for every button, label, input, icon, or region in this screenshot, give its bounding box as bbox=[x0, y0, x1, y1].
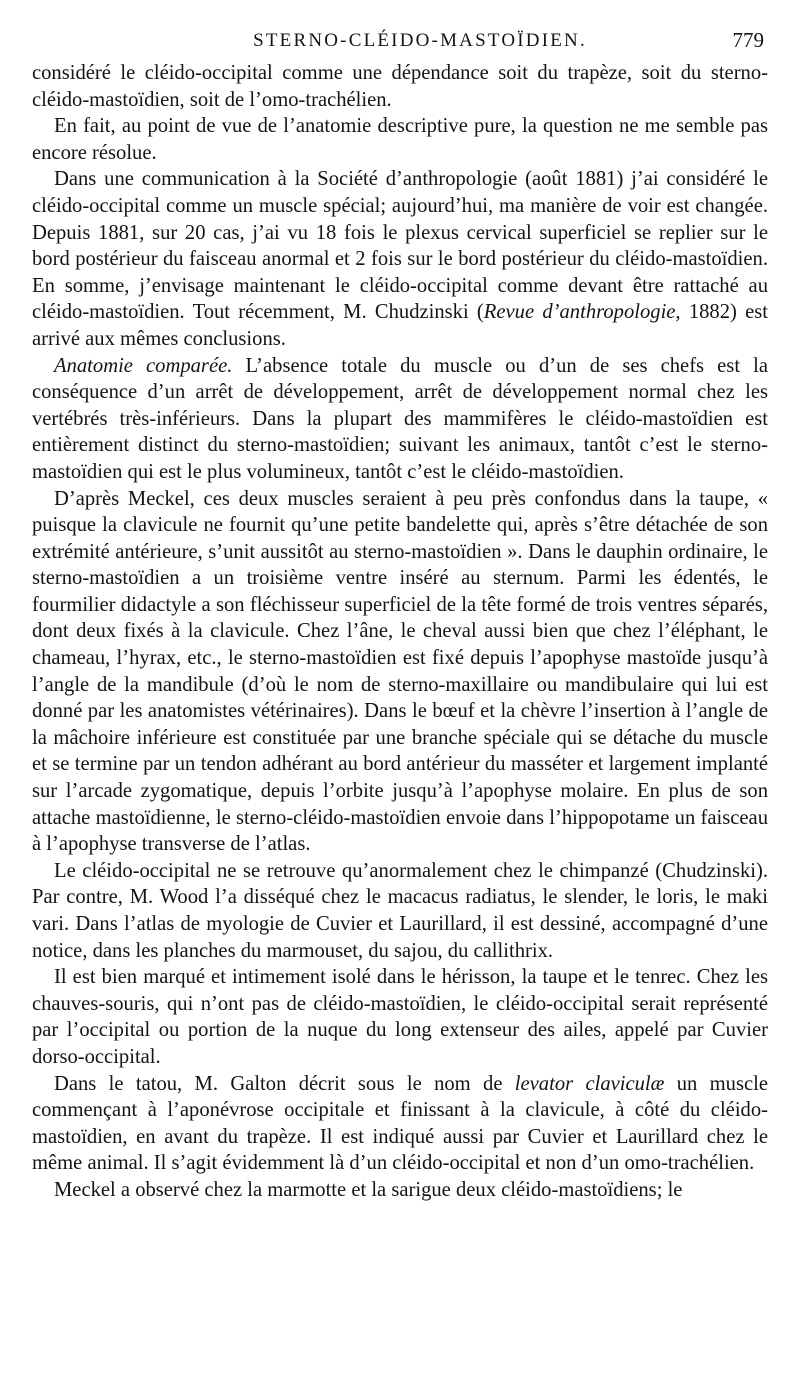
text-run: Il est bien marqué et intimement isolé dans le hérisson, la taupe et le tenrec. Chez les chauves-souris, qui n’ont pas de cléido-mastoïdien, le cléido-occipital serait représenté par l’occipital ou portion de la nuque du long extenseur des ailes, appelé par Cuvier dorso-occipital. bbox=[32, 966, 768, 1068]
paragraph bbox=[32, 166, 768, 352]
body-text bbox=[32, 60, 768, 1204]
text-run: Dans le tatou, M. Galton décrit sous le nom de bbox=[54, 1072, 515, 1095]
text-run: En fait, au point de vue de l’anatomie descriptive pure, la question ne me semble pas encore résolue. bbox=[32, 115, 768, 164]
text-run: Meckel a observé chez la marmotte et la sarigue deux cléido-mastoïdiens; le bbox=[54, 1178, 683, 1201]
text-run: L’absence totale du muscle ou d’un de ses chefs est la conséquence d’un arrêt de développement, arrêt de développement normal chez les vertébrés très-inférieurs. Dans la plupart des mammifères le cléido-mastoïdien est entièrement distinct du sterno-mastoïdien; suivant les animaux, tantôt c’est le sterno-mastoïdien qui est le plus volumineux, tantôt c’est le cléido-mastoïdien. bbox=[32, 354, 768, 483]
running-head bbox=[32, 26, 768, 56]
page bbox=[32, 26, 768, 1204]
text-run: 1882) est arrivé aux mêmes conclusions. bbox=[32, 301, 768, 350]
italic-text: Anatomie comparée. bbox=[54, 354, 233, 377]
paragraph bbox=[32, 964, 768, 1070]
paragraph bbox=[32, 1177, 768, 1204]
text-run: considéré le cléido-occipital comme une dépendance soit du trapèze, soit du sterno-cléido-mastoïdien, soit de l’omo-trachélien. bbox=[32, 62, 768, 111]
text-run: Dans une communication à la Société d’anthropologie (août 1881) j’ai considéré le cléido-occipital comme un muscle spécial; aujourd’hui, ma manière de voir est changée. Depuis 1881, sur 20 cas, j’ai vu 18 fois le plexus cervical superficiel se replier sur le bord postérieur du faisceau anormal et 2 fois sur le bord postérieur du cléido-mastoïdien. En somme, j’envisage maintenant le cléido-occipital comme devant être rattaché au cléido-mastoïdien. Tout récemment, M. Chudzinski ( bbox=[32, 168, 768, 324]
text-run: un muscle commençant à l’aponévrose occipitale et finissant à la clavicule, à côté du cléido-mastoïdien, en avant du trapèze. Il est indiqué aussi par Cuvier et Laurillard chez le même animal. Il s’agit évidemment là d’un cléido-occipital et non d’un omo-trachélien. bbox=[32, 1072, 768, 1175]
running-title: STERNO-CLÉIDO-MASTOÏDIEN. bbox=[253, 30, 587, 51]
text-run: Le cléido-occipital ne se retrouve qu’anormalement chez le chimpanzé (Chudzinski). Par contre, M. Wood l’a disséqué chez le macacus radiatus, le slender, le loris, le maki vari. Dans l’atlas de myologie de Cuvier et Laurillard, il est dessiné, accompagné d’une notice, dans les planches du marmouset, du sajou, du callithrix. bbox=[32, 859, 768, 962]
paragraph bbox=[32, 60, 768, 113]
italic-text: levator claviculæ bbox=[514, 1072, 665, 1095]
text-run: D’après Meckel, ces deux muscles seraient à peu près confondus dans la taupe, « puisque la clavicule ne fournit qu’une petite bandelette qui, après s’être détachée de son extrémité antérieure, s’unit aussitôt au sterno-mastoïdien ». Dans le dauphin ordinaire, le sterno-mastoïdien a un troisième ventre inséré au sternum. Parmi les édentés, le fourmilier didactyle a son fléchisseur superficiel de la tête formé de trois ventres séparés, dont deux fixés à la clavicule. Chez l’âne, le cheval aussi bien que chez l’éléphant, le chameau, l’hyrax, etc., le sterno-mastoïdien est fixé depuis l’apophyse mastoïde jusqu’à l’angle de la mandibule (d’où le nom de sterno-maxillaire ou mandibulaire qui lui est donné par les anatomistes vétérinaires). Dans le bœuf et la chèvre l’insertion à l’angle de la mâchoire inférieure est constituée par une branche spéciale qui se détache du muscle et se termine par un tendon adhérant au bord antérieur du masséter et largement implanté sur l’arcade zygomatique, depuis l’orbite jusqu’à l’apophyse molaire. En plus de son attache mastoïdienne, le sterno-cléido-mastoïdien envoie dans l’hippopotame un faisceau à l’apophyse transverse de l’atlas. bbox=[32, 487, 768, 856]
page-number: 779 bbox=[732, 28, 764, 52]
paragraph bbox=[32, 486, 768, 858]
italic-text: Revue d’anthropologie, bbox=[483, 301, 681, 324]
paragraph bbox=[32, 858, 768, 964]
paragraph bbox=[32, 353, 768, 486]
paragraph bbox=[32, 113, 768, 166]
paragraph bbox=[32, 1071, 768, 1177]
